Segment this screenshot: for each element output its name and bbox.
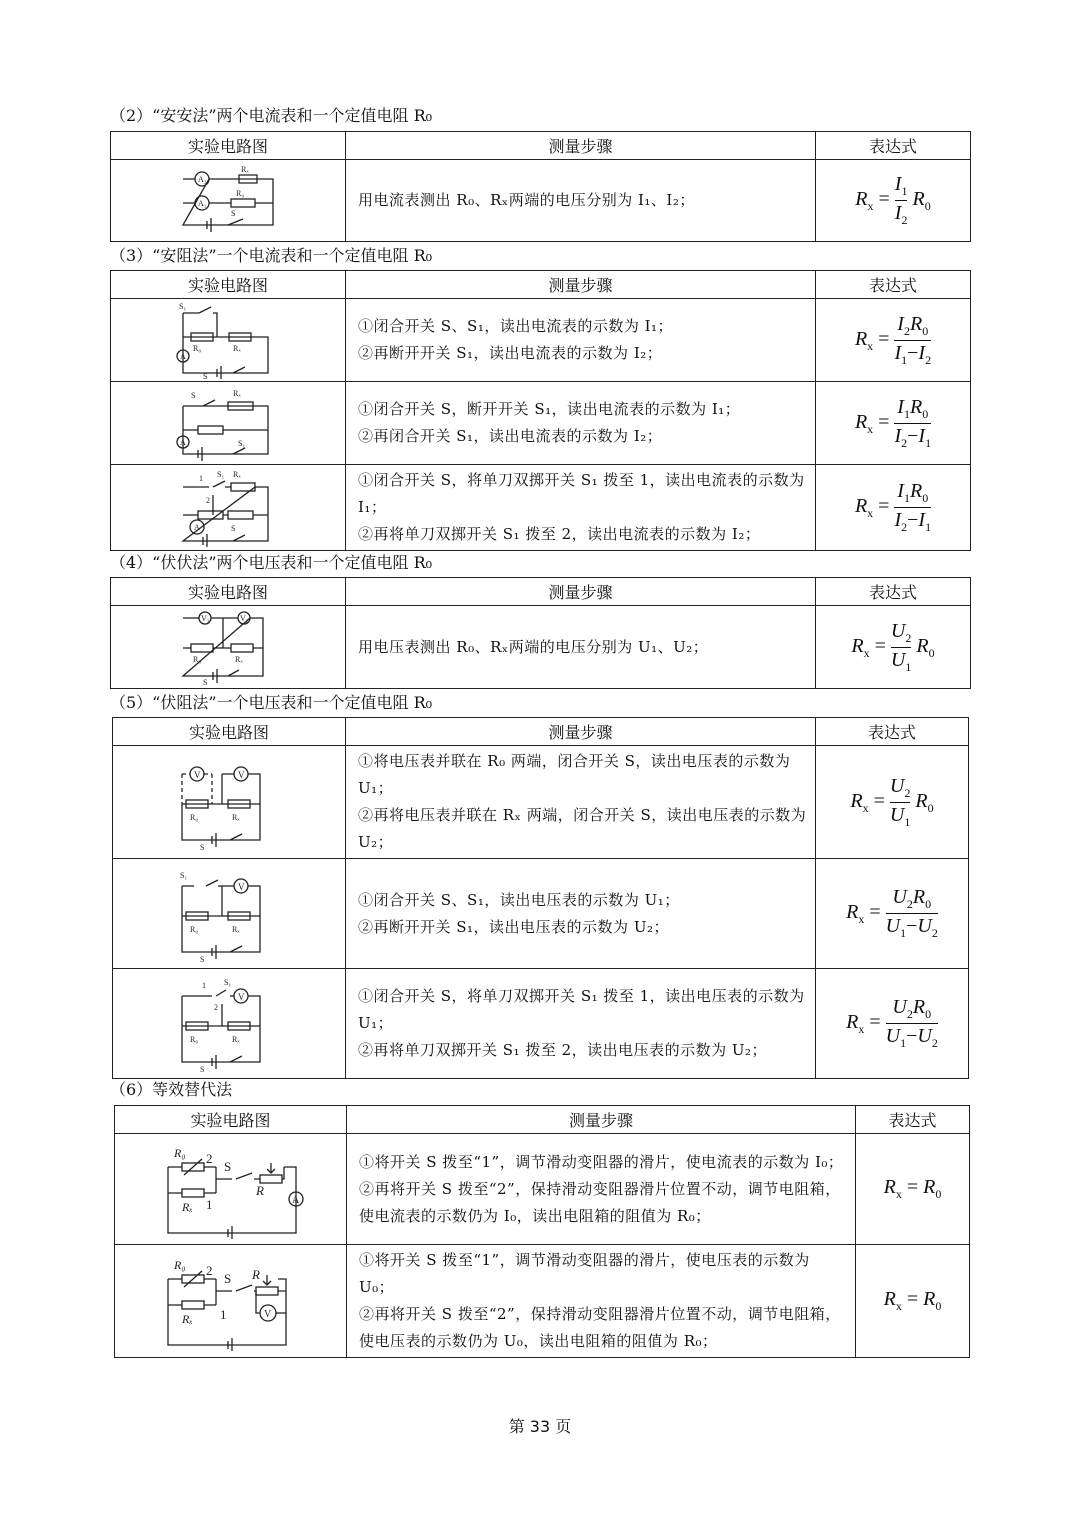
steps-cell <box>346 299 816 382</box>
fx-eq: = <box>878 327 890 350</box>
steps-cell <box>347 1134 856 1245</box>
fx-sub: 0 <box>935 1299 942 1313</box>
fx-sub: 0 <box>925 897 932 911</box>
r0-label: R₀ <box>189 1034 198 1044</box>
circuit-vr1-icon <box>172 754 287 850</box>
ammeter-a2-label: A₂ <box>198 174 207 184</box>
fx-r: R <box>909 312 923 335</box>
one-label: 1 <box>199 473 203 483</box>
table-header <box>115 1106 970 1134</box>
fx-r: R <box>909 480 923 502</box>
steps-cell <box>346 969 816 1079</box>
fx-u: U <box>889 774 905 797</box>
table-row <box>113 969 969 1079</box>
header-expr: 表达式 <box>816 718 969 746</box>
fx-u: U <box>892 886 907 908</box>
circuit-vv-icon <box>173 608 283 686</box>
fx-i: I <box>894 509 902 531</box>
s-label: S <box>223 1271 231 1286</box>
rx-label: Rₓ <box>231 813 240 822</box>
circuit-diagram <box>113 859 346 969</box>
rx-label: Rₓ <box>181 1312 193 1326</box>
ammeter-label: A <box>194 522 200 532</box>
rx-label: Rₓ <box>235 655 243 664</box>
header-expr: 表达式 <box>816 578 971 606</box>
two-label: 2 <box>205 1263 212 1278</box>
s1-label: S₁ <box>179 870 187 880</box>
circuit-diagram <box>111 160 346 242</box>
fx-minus: − <box>907 424 919 447</box>
circuit-sub1-icon <box>156 1139 306 1239</box>
fx-u: U <box>885 915 901 937</box>
fx-x: x <box>858 1022 865 1037</box>
rx-label: Rₓ <box>231 924 240 934</box>
fx-r: R <box>850 789 863 812</box>
table-header <box>113 718 969 746</box>
table-section-5 <box>112 717 969 1079</box>
fx-sub: 2 <box>925 352 932 367</box>
fx-u: U <box>892 996 907 1018</box>
steps-cell <box>346 746 816 859</box>
circuit-ar3-icon <box>173 469 283 547</box>
steps-cell <box>346 382 816 465</box>
expression-cell <box>816 746 969 859</box>
fx-i: I <box>894 341 902 364</box>
rheostat-label: R <box>251 1267 260 1282</box>
fx-r0: R <box>923 1176 936 1198</box>
voltmeter-label: V <box>263 1309 271 1320</box>
s1-label: S₁ <box>217 469 225 479</box>
expression-cell <box>856 1245 970 1358</box>
fx-den-sub: 2 <box>901 213 908 227</box>
circuit-vr3-icon <box>172 976 287 1072</box>
fx-eq: = <box>869 1011 881 1034</box>
header-steps: 测量步骤 <box>346 718 816 746</box>
fx-x: x <box>858 912 865 927</box>
fx-r: R <box>909 395 923 418</box>
fx-sub: 0 <box>925 1007 932 1021</box>
s1-label: S₁ <box>179 302 187 311</box>
expression-cell <box>816 465 971 551</box>
ammeter-label: A <box>291 1195 299 1206</box>
voltmeter-label: V <box>237 881 244 892</box>
circuit-diagram <box>113 746 346 859</box>
circuit-diagram <box>111 606 346 689</box>
table-section-3 <box>110 270 971 551</box>
fx-r0-sub: 0 <box>924 199 931 214</box>
one-label: 1 <box>201 980 206 990</box>
r0-label: R₀ <box>236 188 245 198</box>
step-line: 用电流表测出 R₀、Rₓ两端的电压分别为 I₁、I₂； <box>358 191 695 209</box>
section-title-5: （5）“伏阻法”一个电压表和一个定值电阻 R₀ <box>110 693 433 712</box>
table-row <box>115 1134 970 1245</box>
fx-x: x <box>863 645 870 660</box>
expression-cell <box>816 606 971 689</box>
step-line: 用电压表测出 R₀、Rₓ两端的电压分别为 U₁、U₂； <box>358 637 709 656</box>
circuit-diagram <box>115 1134 347 1245</box>
table-row <box>115 1245 970 1358</box>
step-line: ②再将开关 S 拨至“2”，保持滑动变阻器滑片位置不动，调节电阻箱，使电压表的示数仍为 U₀，读出电阻箱的阻值为 R₀； <box>359 1305 841 1350</box>
fx-r: R <box>846 901 859 924</box>
circuit-diagram <box>113 969 346 1079</box>
fx-x: x <box>862 800 869 815</box>
table-header <box>111 578 971 606</box>
fx-r: R <box>912 886 926 908</box>
fx-u: U <box>885 1025 901 1047</box>
fx-x: x <box>895 1299 902 1313</box>
step-line: ①闭合开关 S，将单刀双掷开关 S₁ 拨至 1，读出电压表的示数为 U₁； <box>358 987 805 1032</box>
s1-label: S₁ <box>238 439 246 448</box>
fx-i: I <box>897 480 904 502</box>
two-label: 2 <box>206 495 210 505</box>
table-row <box>111 606 971 689</box>
fx-sub: 1 <box>903 406 910 421</box>
fx-r: R <box>883 1176 896 1198</box>
fx-num-sub: 1 <box>901 184 908 198</box>
voltmeter-label: V <box>237 991 244 1002</box>
fx-u: U <box>890 619 906 642</box>
steps-cell <box>346 160 816 242</box>
ammeter-label: A <box>180 438 186 447</box>
v1-label: V₁ <box>201 614 210 623</box>
fx-sub: 2 <box>901 520 908 534</box>
s1-label: S₁ <box>223 977 231 987</box>
one-label: 1 <box>205 1197 212 1212</box>
expression-cell <box>816 160 971 242</box>
fx-i: I <box>918 509 926 531</box>
steps-cell <box>346 465 816 551</box>
expression-cell <box>816 382 971 465</box>
fx-sub: 1 <box>904 814 911 829</box>
fx-i: I <box>894 424 902 447</box>
fx-x: x <box>895 1187 902 1201</box>
step-line: ②再将电压表并联在 Rₓ 两端，闭合开关 S，读出电压表的示数为 U₂； <box>358 806 807 851</box>
step-line: ②再断开开关 S₁，读出电流表的示数为 I₂； <box>358 344 663 362</box>
fx-r: R <box>854 327 868 350</box>
step-line: ①闭合开关 S，将单刀双掷开关 S₁ 拨至 1，读出电流表的示数为 I₁； <box>358 471 805 516</box>
header-circuit: 实验电路图 <box>115 1106 347 1134</box>
fx-sub: 1 <box>900 926 907 940</box>
fx-i: I <box>897 395 904 418</box>
fx-eq: = <box>906 1288 919 1310</box>
fx-sub: 1 <box>901 352 908 367</box>
fx-u: U <box>889 803 905 826</box>
circuit-ar1-icon <box>173 301 283 379</box>
fx-eq: = <box>878 188 890 211</box>
fx-r: R <box>912 996 926 1018</box>
step-line: ①闭合开关 S、S₁，读出电流表的示数为 I₁； <box>358 317 674 335</box>
expression-cell <box>816 969 969 1079</box>
header-circuit: 实验电路图 <box>111 132 346 160</box>
s-label: S <box>199 1064 204 1072</box>
step-line: ①将开关 S 拨至“1”，调节滑动变阻器的滑片，使电压表的示数为 U₀； <box>359 1251 810 1296</box>
steps-cell <box>346 606 816 689</box>
r0-label: R₀ <box>173 1258 186 1272</box>
fx-r: R <box>851 634 864 657</box>
fx-i: I <box>897 312 904 335</box>
voltmeter-label: V <box>193 770 200 780</box>
fx-r: R <box>855 188 868 211</box>
fx-sub: 2 <box>906 897 913 911</box>
ammeter-a1-label: A₁ <box>198 198 207 208</box>
header-steps: 测量步骤 <box>346 271 816 299</box>
fx-i: I <box>918 341 926 364</box>
fx-u: U <box>890 648 906 671</box>
step-line: ①将开关 S 拨至“1”，调节滑动变阻器的滑片，使电流表的示数为 I₀； <box>359 1152 844 1171</box>
fx-minus: − <box>907 341 919 364</box>
header-steps: 测量步骤 <box>346 132 816 160</box>
fx-x: x <box>867 421 874 436</box>
header-circuit: 实验电路图 <box>113 718 346 746</box>
step-line: ②再将开关 S 拨至“2”，保持滑动变阻器滑片位置不动，调节电阻箱，使电流表的示数仍为 I₀，读出电阻箱的阻值为 R₀； <box>359 1179 841 1225</box>
fx-eq: = <box>878 495 890 518</box>
r0-label: R₀ <box>189 924 198 934</box>
fx-sub: 1 <box>905 659 912 674</box>
section-title-4: （4）“伏伏法”两个电压表和一个定值电阻 R₀ <box>110 553 433 572</box>
circuit-diagram <box>111 299 346 382</box>
fx-x: x <box>867 506 874 521</box>
fx-sub: 1 <box>900 1036 907 1050</box>
fx-r0: R <box>916 634 929 657</box>
fx-sub: 0 <box>935 1187 942 1201</box>
header-steps: 测量步骤 <box>346 578 816 606</box>
fx-sub: 0 <box>922 406 929 421</box>
circuit-aa-icon <box>173 163 283 239</box>
fx-sub: 2 <box>906 1007 913 1021</box>
s-label: S <box>199 843 204 850</box>
table-header <box>111 271 971 299</box>
circuit-vr2-icon <box>172 866 287 962</box>
fx-sub: 2 <box>903 323 910 338</box>
fx-minus: − <box>906 915 918 937</box>
rx-label: Rₓ <box>241 164 249 174</box>
fx-r: R <box>854 410 868 433</box>
v2-label: V₂ <box>240 614 249 623</box>
table-section-2 <box>110 131 971 242</box>
fx-u: U <box>917 915 932 937</box>
step-line: ②再将单刀双掷开关 S₁ 拨至 2，读出电压表的示数为 U₂； <box>358 1041 768 1059</box>
step-line: ①闭合开关 S、S₁，读出电压表的示数为 U₁； <box>358 890 680 909</box>
fx-r0: R <box>912 188 925 211</box>
fx-sub: 1 <box>903 491 910 505</box>
two-label: 2 <box>213 1002 218 1012</box>
r0-label: R₀ <box>193 344 202 353</box>
table-row <box>111 299 971 382</box>
fx-sub: 2 <box>931 926 938 940</box>
page-number: 第 33 页 <box>508 1417 572 1436</box>
s-label: S <box>231 523 236 533</box>
rx-label: Rₓ <box>233 469 241 479</box>
fx-eq: = <box>906 1176 919 1198</box>
header-expr: 表达式 <box>816 132 971 160</box>
fx-num: I <box>894 173 902 195</box>
s-label: S <box>203 678 208 686</box>
fx-r: R <box>854 495 868 518</box>
table-row <box>111 160 971 242</box>
rx-label: Rₓ <box>181 1200 193 1214</box>
fx-eq: = <box>874 634 886 657</box>
rx-label: Rₓ <box>233 389 241 398</box>
section-title-2: （2）“安安法”两个电流表和一个定值电阻 R₀ <box>110 106 433 125</box>
header-expr: 表达式 <box>816 271 971 299</box>
steps-cell <box>346 859 816 969</box>
fx-sub: 2 <box>905 630 912 645</box>
fx-r0: R <box>915 789 928 812</box>
section-title-6: （6）等效替代法 <box>110 1080 233 1099</box>
header-expr: 表达式 <box>856 1106 970 1134</box>
circuit-diagram <box>111 382 346 465</box>
rheostat-label: R <box>255 1183 264 1198</box>
section-title-3: （3）“安阻法”一个电流表和一个定值电阻 R₀ <box>110 246 433 265</box>
fx-r: R <box>846 1011 859 1034</box>
r0-label: R₀ <box>173 1146 186 1160</box>
fx-minus: − <box>906 1025 918 1047</box>
r0-label: R₀ <box>189 813 198 822</box>
r0-label: R₀ <box>193 655 202 664</box>
fx-x: x <box>867 338 874 353</box>
fx-sub: 2 <box>904 785 911 800</box>
expression-cell <box>856 1134 970 1245</box>
fx-eq: = <box>873 789 885 812</box>
fx-i: I <box>918 424 926 447</box>
fx-sub: 1 <box>925 520 932 534</box>
fx-sub: 0 <box>928 645 935 660</box>
step-line: ②再闭合开关 S₁，读出电流表的示数为 I₂； <box>358 427 663 445</box>
rx-label: Rₓ <box>231 1034 240 1044</box>
expression-cell <box>816 859 969 969</box>
voltmeter-label: V <box>237 770 244 780</box>
step-line: ①闭合开关 S，断开开关 S₁，读出电流表的示数为 I₁； <box>358 400 741 418</box>
table-row <box>113 859 969 969</box>
fx-eq: = <box>878 410 890 433</box>
s-label: S <box>191 391 196 400</box>
header-steps: 测量步骤 <box>347 1106 856 1134</box>
fx-eq: = <box>869 901 881 924</box>
circuit-ar2-icon <box>173 384 283 462</box>
fx-sub: 1 <box>925 435 932 450</box>
fx-u: U <box>917 1025 932 1047</box>
header-circuit: 实验电路图 <box>111 271 346 299</box>
step-line: ②再将单刀双掷开关 S₁ 拨至 2，读出电流表的示数为 I₂； <box>358 525 761 543</box>
fx-sub: 2 <box>901 435 908 450</box>
one-label: 1 <box>219 1307 226 1322</box>
fx-x: x <box>867 199 874 214</box>
circuit-diagram <box>111 465 346 551</box>
fx-minus: − <box>907 509 919 531</box>
fx-sub: 2 <box>931 1036 938 1050</box>
s-label: S <box>203 372 208 379</box>
s-label: S <box>223 1159 231 1174</box>
fx-den: I <box>894 202 902 224</box>
expression-cell <box>816 299 971 382</box>
ammeter-label: A <box>180 352 186 361</box>
fx-r: R <box>883 1288 896 1310</box>
two-label: 2 <box>205 1151 212 1166</box>
table-section-6 <box>114 1105 970 1358</box>
fx-r0: R <box>923 1288 936 1310</box>
table-row <box>111 465 971 551</box>
switch-s-label: S <box>231 208 236 218</box>
table-section-4 <box>110 577 971 689</box>
step-line: ①将电压表并联在 R₀ 两端，闭合开关 S，读出电压表的示数为 U₁； <box>358 752 791 797</box>
fx-sub: 0 <box>922 323 929 338</box>
fx-sub: 0 <box>922 491 929 505</box>
table-header <box>111 132 971 160</box>
rx-label: Rₓ <box>233 344 241 353</box>
table-row <box>111 382 971 465</box>
table-row <box>113 746 969 859</box>
circuit-diagram <box>115 1245 347 1358</box>
step-line: ②再断开开关 S₁，读出电压表的示数为 U₂； <box>358 917 669 936</box>
header-circuit: 实验电路图 <box>111 578 346 606</box>
fx-sub: 0 <box>927 800 934 815</box>
steps-cell <box>347 1245 856 1358</box>
s-label: S <box>199 954 204 962</box>
circuit-sub2-icon <box>156 1251 306 1351</box>
